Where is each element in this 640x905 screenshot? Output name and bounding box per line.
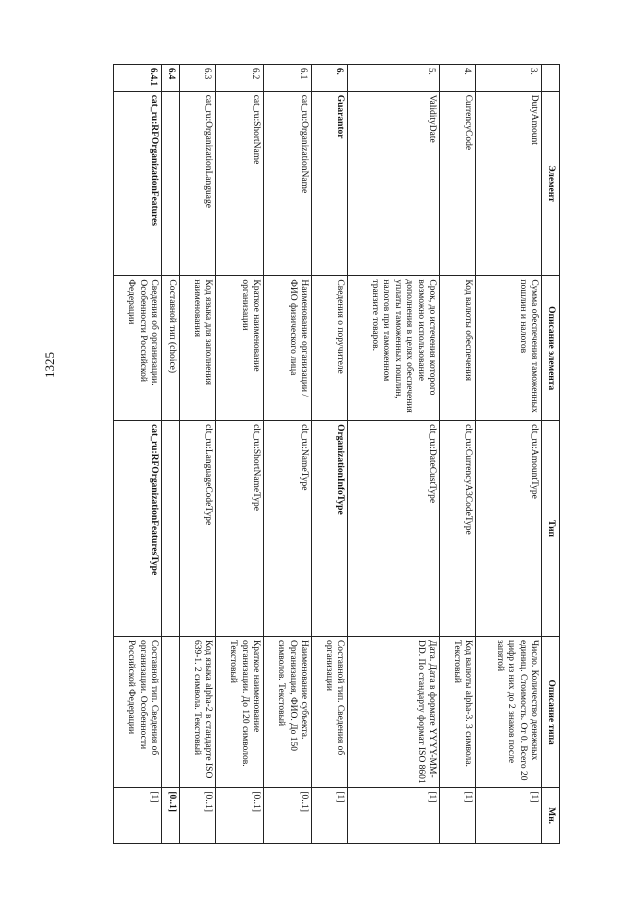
row-type-description: Число. Количество денежных единиц. Стоимость. От 0. Всего 20 цифр из них до 2 знаков после запятой <box>476 636 542 787</box>
row-description: Сведения об организации. Особенности Российской Федерации <box>114 276 162 421</box>
row-num: 5. <box>348 65 440 92</box>
row-element: cat_ru:RFOrganizationFeatures <box>114 91 162 276</box>
row-num: 6.4 <box>162 65 180 92</box>
row-element: cat_ru:OrganizationLanguage <box>180 91 216 276</box>
row-type: OrganizationInfoType <box>312 421 348 637</box>
row-num: 6.4.1 <box>114 65 162 92</box>
header-description: Описание элемента <box>542 276 560 421</box>
row-description: Краткое наименование организации <box>216 276 264 421</box>
row-multiplicity: [0..1] <box>216 788 264 844</box>
row-num: 6.1 <box>264 65 312 92</box>
row-type-description: Составной тип. Сведения об организации. Особенности Российской Федерации <box>114 636 162 787</box>
table-row <box>114 65 162 844</box>
row-type: clt_ru:NameType <box>264 421 312 637</box>
row-type: cat_ru:RFOrganizationFeaturesType <box>114 421 162 637</box>
header-element: Элемент <box>542 91 560 276</box>
row-type: clt_ru:AmountType <box>476 421 542 637</box>
row-num: 6.2 <box>216 65 264 92</box>
header-multiplicity: Мн. <box>542 788 560 844</box>
row-type-description: Код валюты alpha-3. 3 символа. Текстовый <box>440 636 476 787</box>
row-element <box>162 91 180 276</box>
table-row <box>264 65 312 844</box>
schema-table <box>113 64 560 844</box>
row-multiplicity: [1] <box>114 788 162 844</box>
row-element: cat_ru:OrganizationName <box>264 91 312 276</box>
row-description: Срок, до истечения которого возможно использование дополнения в целях обеспечения уплаты таможенных пошлин, налогов при таможенном транзите товаров. <box>348 276 440 421</box>
row-description: Наименование организации / ФИО физического лица <box>264 276 312 421</box>
row-multiplicity: [1] <box>440 788 476 844</box>
row-element: CurrencyCode <box>440 91 476 276</box>
row-type: clt_ru:ShortNameType <box>216 421 264 637</box>
table-row <box>216 65 264 844</box>
table-row <box>476 65 542 844</box>
header-num <box>542 65 560 92</box>
row-description: Сведения о поручителе <box>312 276 348 421</box>
row-element: Guarantor <box>312 91 348 276</box>
row-num: 6.3 <box>180 65 216 92</box>
row-description: Код валюты обеспечения <box>440 276 476 421</box>
row-type <box>162 421 180 637</box>
row-multiplicity: [1] <box>348 788 440 844</box>
row-multiplicity: [1] <box>476 788 542 844</box>
row-multiplicity: [0..1] <box>180 788 216 844</box>
row-num: 6. <box>312 65 348 92</box>
table-row <box>348 65 440 844</box>
row-multiplicity: [1] <box>312 788 348 844</box>
row-type: clt_ru:DateCustType <box>348 421 440 637</box>
table-row <box>440 65 476 844</box>
row-num: 3. <box>476 65 542 92</box>
row-type-description: Дата. Дата в формате YYYY-MM-DD. По стандарту формат ISO 8601 <box>348 636 440 787</box>
rotated-page-content <box>90 64 560 844</box>
row-type-description: Краткое наименование организации. До 120 символов. Текстовый <box>216 636 264 787</box>
table-row <box>312 65 348 844</box>
row-description: Сумма обеспечения таможенных пошлин и налогов <box>476 276 542 421</box>
row-element: DutyAmount <box>476 91 542 276</box>
header-type: Тип <box>542 421 560 637</box>
row-type-description: Составной тип. Сведения об организации <box>312 636 348 787</box>
table-row <box>162 65 180 844</box>
row-type: clt_ru:LanguageCodeType <box>180 421 216 637</box>
row-element: cat_ru:ShortName <box>216 91 264 276</box>
row-type-description: Наименование субъекта. Организация, ФИО. До 150 символов. Текстовый <box>264 636 312 787</box>
header-type-description: Описание типа <box>542 636 560 787</box>
row-description: Составной тип (choice) <box>162 276 180 421</box>
row-element: ValidityDate <box>348 91 440 276</box>
row-multiplicity: [0..1] <box>162 788 180 844</box>
row-description: Код языка для заполнения наименования <box>180 276 216 421</box>
row-multiplicity: [0..1] <box>264 788 312 844</box>
row-type-description <box>162 636 180 787</box>
row-num: 4. <box>440 65 476 92</box>
table-header-row <box>542 65 560 844</box>
row-type-description: Код языка alpha-2 в стандарте ISO 639-1. 2 символа. Текстовый <box>180 636 216 787</box>
table-row <box>180 65 216 844</box>
page-number: 1325 <box>42 352 57 378</box>
row-type: clt_ru:CurrencyA3CodeType <box>440 421 476 637</box>
